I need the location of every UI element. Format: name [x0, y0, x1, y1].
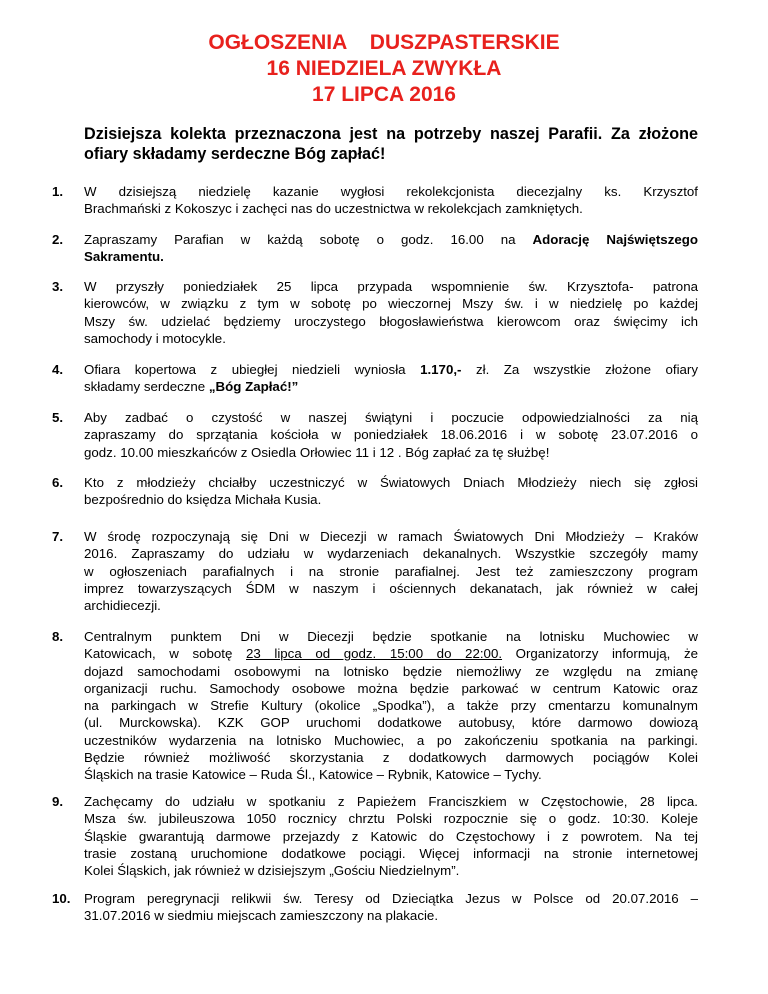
announcement-line: uczestników wydarzenia na lotnisko Muchowiec, a po zakończeniu spotkania na parkingi.: [84, 732, 698, 748]
announcement-text: Katowicach, w sobotę: [84, 646, 246, 662]
announcement-line: [84, 378, 698, 395]
announcement-number: 7.: [52, 529, 64, 544]
offering-amount: 1.170,-: [420, 362, 462, 377]
event-time: 23 lipca od godz. 15:00 do 22:00.: [246, 646, 503, 662]
announcement-line: W przyszły poniedziałek 25 lipca przypada wspomnienie św. Krzysztofa- patrona: [84, 279, 698, 294]
announcement-line: samochody i motocykle.: [84, 330, 226, 346]
announcement-line: [84, 248, 698, 265]
thanks-highlight: „Bóg Zapłać!”: [208, 379, 299, 395]
announcement-text: zł. Za wszystkie złożone ofiary: [461, 362, 698, 377]
announcement-line: Mszy św. udzielać będziemy uroczystego błogosławieństwa kierowcom oraz święcimy ich: [84, 313, 698, 329]
announcement-number: 5.: [52, 410, 64, 425]
announcement-line: [84, 645, 698, 662]
announcement-line: Śląskich na trasie Katowice – Ruda Śl., Katowice – Rybnik, Katowice – Tychy.: [84, 767, 542, 783]
announcement-line: archidiecezji.: [84, 598, 161, 614]
title-line-2: 16 NIEDZIELA ZWYKŁA: [266, 57, 502, 80]
announcement-line: Centralnym punktem Dni w Diecezji będzie spotkanie na lotnisku Muchowiec w: [84, 629, 698, 644]
announcement-line: Kolei Śląskich, jak również w dzisiejszym „Gościu Niedzielnym”.: [84, 863, 460, 879]
announcement-text: Zapraszamy Parafian w każdą sobotę o godz. 16.00 na: [84, 232, 533, 247]
announcement-line: Zachęcamy do udziału w spotkaniu z Papieżem Franciszkiem w Częstochowie, 28 lipca.: [84, 794, 698, 809]
announcement-line: W środę rozpoczynają się Dni w Diecezji w ramach Światowych Dni Młodzieży – Kraków: [84, 529, 698, 544]
announcement-line: W dzisiejszą niedzielę kazanie wygłosi rekolekcjonista diecezjalny ks. Krzysztof: [84, 184, 698, 199]
announcement-number: 2.: [52, 232, 64, 247]
announcement-number: 3.: [52, 279, 64, 294]
announcement-line: Będzie również możliwość skorzystania z dodatkowych darmowych pociągów Kolei: [84, 750, 698, 766]
announcement-text: Ofiara kopertowa z ubiegłej niedzieli wyniosła: [84, 362, 421, 377]
title-line-3: 17 LIPCA 2016: [312, 83, 456, 106]
announcement-number: 10.: [52, 891, 71, 906]
announcement-line: na parkingach w Strefie Kultury (okolice „Spodka”), a także przy cmentarzu komunalnym: [84, 698, 698, 714]
announcement-text: składamy serdeczne: [84, 379, 209, 395]
announcement-number: 4.: [52, 362, 64, 377]
announcement-number: 8.: [52, 629, 64, 644]
announcement-line: 31.07.2016 w siedmiu miejscach zamieszczony na plakacie.: [84, 908, 439, 924]
adoration-highlight: Sakramentu.: [84, 249, 164, 265]
announcement-number: 9.: [52, 794, 64, 809]
announcement-number: 6.: [52, 475, 64, 490]
announcement-line: (ul. Murckowska). KZK GOP uruchomi dodatkowe autobusy, które darmowo dowiozą: [84, 715, 698, 731]
announcement-line: Msza św. jubileuszowa 1050 rocznicy chrztu Polski rozpocznie się o godz. 10:30. Koleje: [84, 811, 698, 827]
announcement-line: Aby zadbać o czystość w naszej świątyni i poczucie odpowiedzialności za nią: [84, 410, 698, 425]
announcement-line: Program peregrynacji relikwii św. Teresy od Dzieciątka Jezus w Polsce od 20.07.2016 –: [84, 891, 698, 906]
announcement-text: Organizatorzy informują, że: [502, 646, 698, 662]
announcement-number: 1.: [52, 184, 64, 199]
announcement-line: Brachmański z Kokoszyc i zachęci nas do uczestnictwa w rekolekcjach zamkniętych.: [84, 201, 583, 217]
announcement-line: trasie zostaną uruchomione dodatkowe pociągi. Więcej informacji na stronie internetowej: [84, 845, 698, 861]
announcement-line: Śląskie gwarantują darmowe przejazdy z Katowic do Częstochowy i z powrotem. Na tej: [84, 828, 698, 844]
announcement-line: imprez towarzyszących ŚDM w naszym i ościennych dekanatach, jak również w całej: [84, 580, 698, 596]
announcement-line: [84, 231, 698, 248]
collection-notice: Dzisiejsza kolekta przeznaczona jest na potrzeby naszej Parafii. Za złożone ofiary składamy serdeczne Bóg zapłać!: [84, 125, 698, 163]
announcement-line: organizacji ruchu. Samochody osobowe można będzie parkować w centrum Katowic oraz: [84, 680, 698, 696]
announcement-line: bezpośrednio do księdza Michała Kusia.: [84, 492, 322, 508]
announcement-line: Kto z młodzieży chciałby uczestniczyć w Światowych Dniach Młodzieży niech się zgłosi: [84, 475, 698, 490]
announcement-line: w ogłoszeniach parafialnych i na stronie parafialnej. Jest też zamieszczony program: [84, 563, 698, 579]
announcement-line: dojazd samochodami osobowymi na lotnisko będzie niemożliwy ze względu na zmianę: [84, 663, 698, 679]
announcement-line: godz. 10.00 mieszkańców z Osiedla Orłowiec 11 i 12 . Bóg zapłać za tę służbę!: [84, 444, 550, 460]
announcement-line: zapraszamy do sprzątania kościoła w poniedziałek 18.06.2016 i w sobotę 23.07.2016 o: [84, 427, 698, 443]
page-title: [0, 30, 768, 108]
adoration-highlight: Adorację Najświętszego: [532, 232, 698, 247]
announcement-line: kierowców, w związku z tym w sobotę po wieczornej Mszy św. i w niedzielę po każdej: [84, 296, 698, 312]
title-line-1: OGŁOSZENIA DUSZPASTERSKIE: [208, 31, 560, 54]
announcement-line: 2016. Zapraszamy do udziału w wydarzeniach dekanalnych. Wszystkie szczegóły mamy: [84, 546, 698, 562]
announcement-line: [84, 361, 698, 378]
